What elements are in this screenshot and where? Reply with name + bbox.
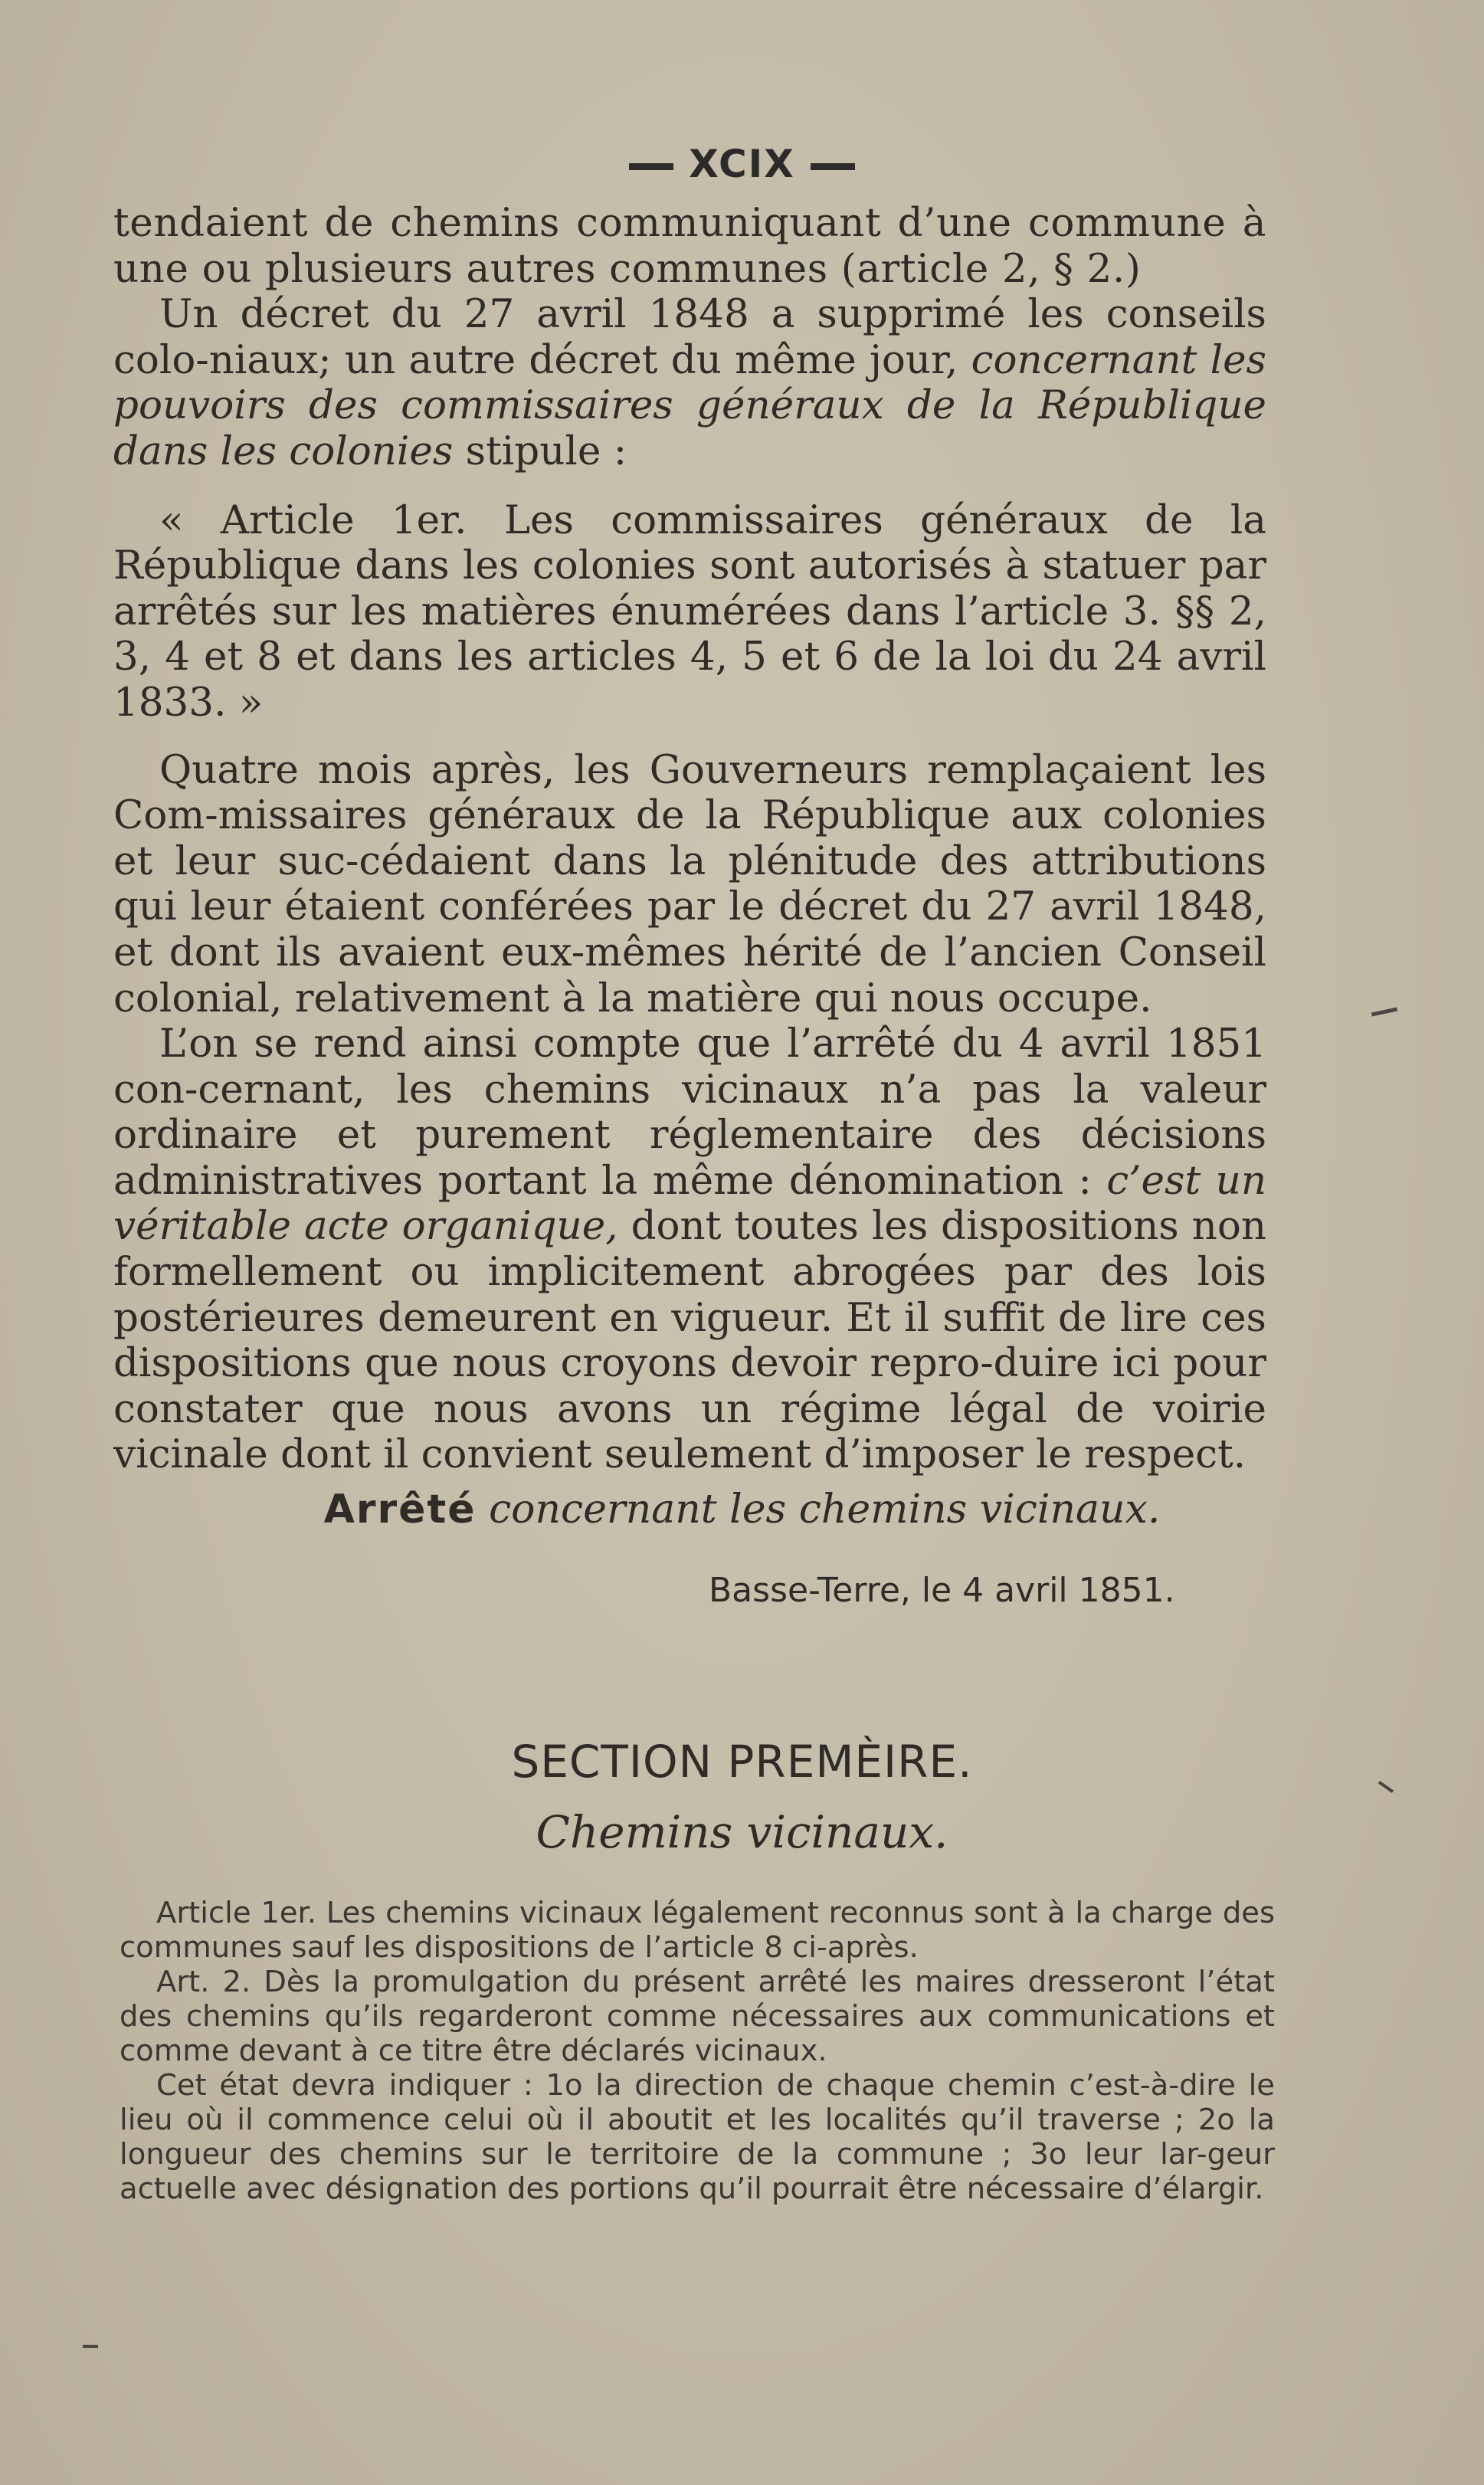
page-number: XCIX (689, 142, 795, 186)
rule-right (811, 163, 855, 170)
dateline: Basse-Terre, le 4 avril 1851. (709, 1571, 1175, 1610)
article-2-detail: Cet état devra indiquer : 1o la direction de chaque chemin c’est-à-dire le lieu où il commence celui où il aboutit et les localités qu’il traverse ; 2o la longueur des chemins sur le territoire de la commune ; 3o leur lar-geur actuelle avec désignation des portions qu’il pourrait être nécessaire d’élargir. (120, 2068, 1275, 2206)
paragraph-2-italic: concernant les pouvoirs des commissaires généraux de la République dans les colonies (113, 336, 1266, 474)
scan-speck (1371, 1008, 1397, 1017)
article-2: Art. 2. Dès la promulgation du présent arrêté les maires dresseront l’état des chemins qu’ils regarderont comme nécessaires aux communications et comme devant à ce titre être déclarés vicinaux. (120, 1965, 1275, 2068)
arrete-heading (0, 1487, 1484, 1533)
arrete-heading-bold: Arrêté (323, 1487, 477, 1533)
paragraph-5-start: L’on se rend ainsi compte que l’arrêté du 4 avril 1851 con-cernant, les chemins vicinaux n’a pas la valeur ordinaire et purement réglementaire des décisions administratives portant la même dénomination : (113, 1021, 1266, 1204)
paragraph-5 (113, 1021, 1266, 1478)
scan-speck (83, 2345, 98, 2348)
articles-block (120, 1896, 1275, 2206)
section-title: SECTION PREMÈIRE. (511, 1736, 973, 1788)
paragraph-5-end: dont toutes les dispositions non formellement ou implicitement abrogées par des lois postérieures demeurent en vigueur. Et il suffit de lire ces dispositions que nous croyons devoir repro-duire ici pour constater que nous avons un régime légal de voirie vicinale dont il convient seulement d’imposer le respect. (113, 1203, 1266, 1478)
paragraph-2 (113, 292, 1266, 474)
rule-left (629, 163, 673, 170)
paragraph-5-italic: c’est un véritable acte organique, (113, 1157, 1266, 1250)
arrete-heading-italic: concernant les chemins vicinaux. (489, 1487, 1161, 1533)
paragraph-2-end: stipule : (465, 428, 627, 474)
paragraph-1: tendaient de chemins communiquant d’une commune à une ou plusieurs autres communes (article 2, § 2.) (113, 200, 1266, 292)
section-subtitle: Chemins vicinaux. (536, 1806, 948, 1858)
paragraph-3-quote: « Article 1er. Les commissaires généraux de la République dans les colonies sont autorisés à statuer par arrêtés sur les matières énumérées dans l’article 3. §§ 2, 3, 4 et 8 et dans les articles 4, 5 et 6 de la loi du 24 avril 1833. » (113, 497, 1266, 726)
running-head (0, 142, 1484, 186)
body-text (113, 201, 1266, 1478)
paragraph-2-start: Un décret du 27 avril 1848 a supprimé les conseils colo-niaux; un autre décret du même jour, (113, 291, 1266, 383)
paragraph-4: Quatre mois après, les Gouverneurs remplaçaient les Com-missaires généraux de la République aux colonies et leur suc-cédaient dans la plénitude des attributions qui leur étaient conférées par le décret du 27 avril 1848, et dont ils avaient eux-mêmes hérité de l’ancien Conseil colonial, relativement à la matière qui nous occupe. (113, 746, 1266, 1021)
article-1: Article 1er. Les chemins vicinaux légalement reconnus sont à la charge des communes sauf les dispositions de l’article 8 ci-après. (120, 1896, 1275, 1965)
